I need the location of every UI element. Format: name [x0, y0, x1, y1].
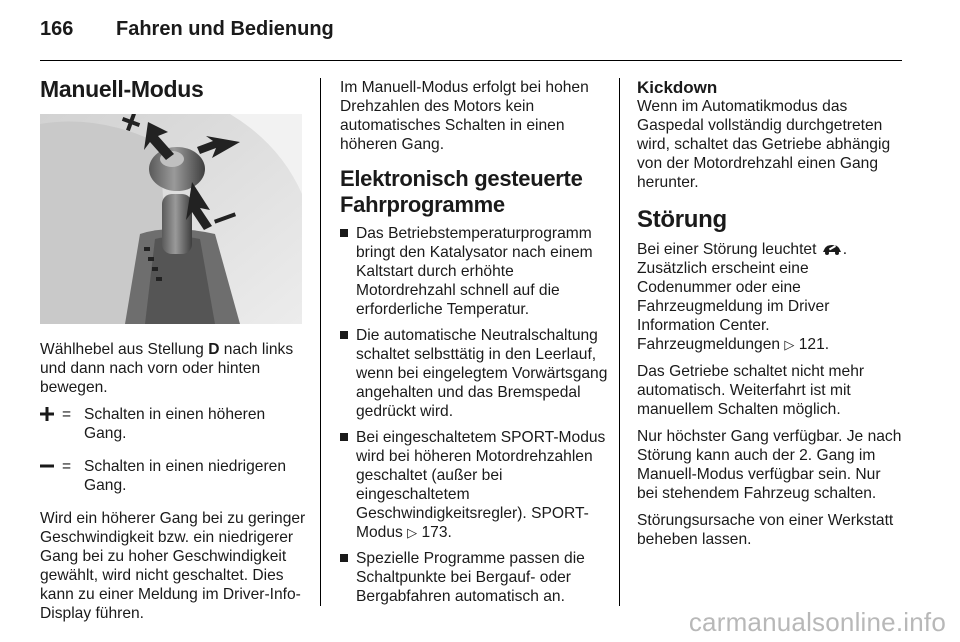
gear-lever-drawing: [40, 114, 302, 324]
programs-list: [340, 224, 608, 606]
section-heading-manual-mode: Manuell-Modus: [40, 76, 204, 102]
section-heading-kickdown: Kickdown: [637, 78, 718, 97]
list-item: Die automatische Neutralschaltung schaltet selbsttätig in den Leerlauf, wenn bei eingelegtem Vorwärtsgang angehalten und das Bremspedal gedrückt wird.: [340, 326, 608, 421]
column-divider-2: [619, 78, 620, 606]
legend-text: Schalten in einen niedrigeren Gang.: [84, 458, 286, 494]
column-divider-1: [320, 78, 321, 606]
column-1: [40, 76, 306, 631]
fault-paragraph-2: Das Getriebe schaltet nicht mehr automatisch. Weiterfahrt ist mit manuellem Schalten möglich.: [637, 363, 865, 418]
legend-downshift: [40, 457, 306, 495]
column-2: [340, 78, 608, 613]
fault-paragraph-1: Bei einer Störung leuchtet . Zusätzlich erscheint eine Codenummer oder eine Fahrzeugmeldung im Driver Information Center. Fahrzeugmeldungen ▷ 121.: [637, 241, 848, 353]
legend-equals: =: [62, 406, 72, 423]
legend-equals: =: [62, 458, 72, 475]
list-item: Das Betriebstemperaturprogramm bringt den Katalysator nach einem Kaltstart durch erhöhte Motordrehzahl schnell auf die erforderliche Temperatur.: [340, 224, 608, 319]
fault-paragraph-3: Nur höchster Gang verfügbar. Je nach Störung kann auch der 2. Gang im Manuell-Modus verfügbar sein. Nur bei stehendem Fahrzeug schalten.: [637, 428, 902, 502]
page-ref-link[interactable]: 173.: [421, 524, 452, 541]
page-number: 166: [40, 18, 74, 40]
minus-icon: [40, 457, 62, 495]
page-ref-link[interactable]: 121.: [798, 336, 830, 353]
plus-icon: [40, 405, 62, 443]
list-item: Spezielle Programme passen die Schaltpunkte bei Bergauf- oder Bergabfahren automatisch an.: [340, 549, 608, 606]
chapter-title: Fahren und Bedienung: [116, 18, 334, 40]
column-3: [637, 78, 905, 557]
kickdown-paragraph: Wenn im Automatikmodus das Gaspedal vollständig durchgetreten wird, schaltet das Getriebe abhängig von der Motordrehzahl einen Gang herunter.: [637, 98, 891, 191]
list-item: Bei eingeschaltetem SPORT-Modus wird bei höheren Motordrehzahlen geschaltet (außer bei eingeschaltetem Geschwindigkeitsregler). SPORT-Modus ▷ 173.: [340, 428, 608, 542]
selector-instruction: Wählhebel aus Stellung D nach links und dann nach vorn oder hinten bewegen.: [40, 341, 294, 396]
car-wrench-warning-icon: [821, 241, 843, 258]
manual-mode-paragraph: Im Manuell-Modus erfolgt bei hohen Drehzahlen des Motors kein automatisches Schalten in einen höheren Gang.: [340, 79, 589, 153]
page-ref-arrow-icon: ▷: [407, 525, 418, 540]
section-heading-fault: Störung: [637, 206, 727, 233]
gear-warning-paragraph: Wird ein höherer Gang bei zu geringer Geschwindigkeit bzw. ein niedrigerer Gang bei zu hoher Geschwindigkeit gewählt, wird nicht geschaltet. Dies kann zu einer Meldung im Driver-Info-Display führen.: [40, 510, 306, 622]
fault-paragraph-4: Störungsursache von einer Werkstatt beheben lassen.: [637, 512, 894, 548]
legend-upshift: [40, 405, 306, 443]
header-rule: [40, 60, 902, 61]
legend-text: Schalten in einen höheren Gang.: [84, 406, 266, 442]
page-ref-arrow-icon: ▷: [784, 337, 795, 352]
section-heading-programs: Elektronisch gesteuerte Fahrprogramme: [340, 166, 583, 217]
watermark: carmanualsonline.info: [688, 607, 946, 637]
gear-lever-illustration: [40, 114, 302, 324]
page-header: [40, 18, 334, 41]
